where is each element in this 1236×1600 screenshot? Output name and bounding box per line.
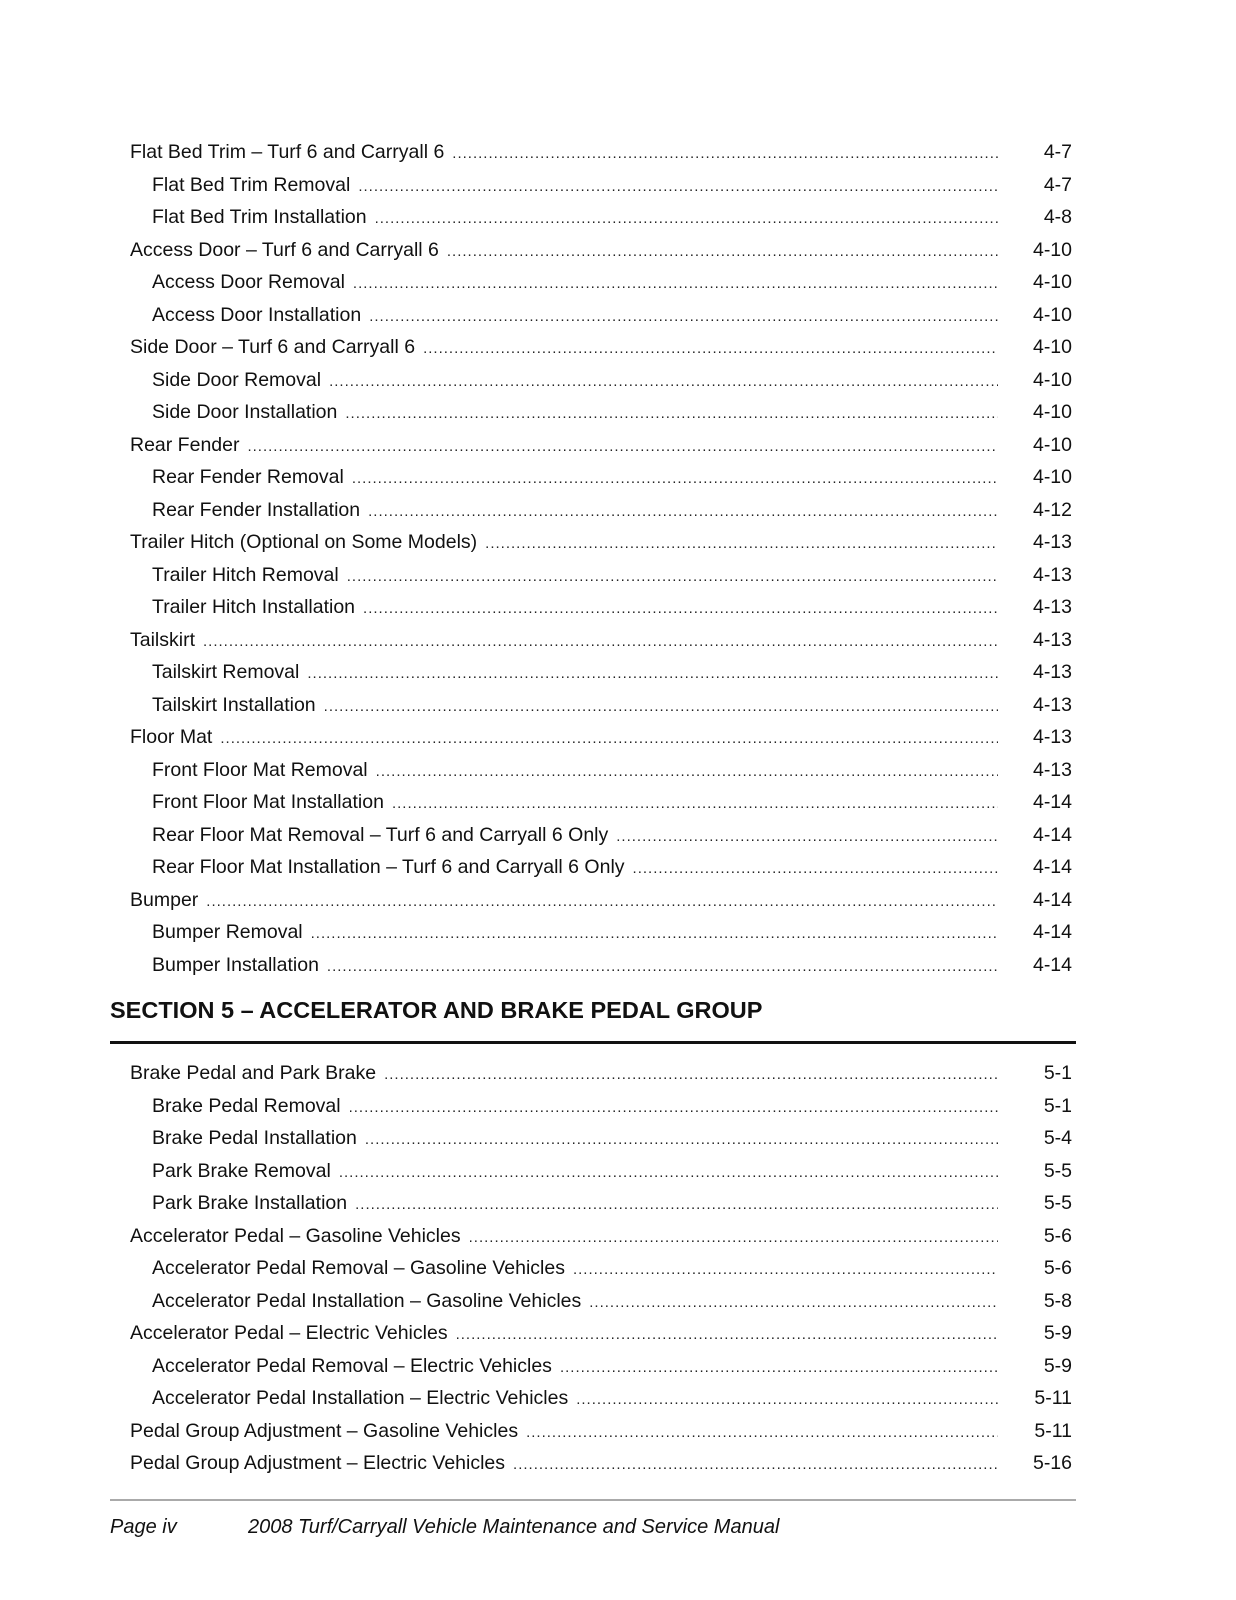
toc-entry-page-number: 4-10 bbox=[1032, 433, 1072, 456]
footer-manual-title: 2008 Turf/Carryall Vehicle Maintenance and Service Manual bbox=[248, 1516, 780, 1538]
toc-entry[interactable] bbox=[130, 721, 1072, 754]
toc-entry-page-number: 4-10 bbox=[1032, 271, 1072, 293]
dot-leader bbox=[363, 593, 998, 626]
dot-leader bbox=[456, 1319, 998, 1352]
toc-entry-page-number: 4-14 bbox=[1032, 888, 1072, 911]
toc-entry-page-number: 5-11 bbox=[1034, 1419, 1072, 1442]
toc-entry-page-number: 4-13 bbox=[1032, 596, 1072, 618]
dot-leader bbox=[352, 463, 998, 496]
toc-entry-page-number: 4-14 bbox=[1032, 823, 1072, 846]
toc-entry-title: Park Brake Removal bbox=[152, 1159, 331, 1182]
toc-subentry[interactable] bbox=[130, 1350, 1072, 1383]
toc-entry-page-number: 5-6 bbox=[1043, 1257, 1072, 1279]
toc-entry-page-number: 5-4 bbox=[1043, 1127, 1072, 1149]
toc-subentry[interactable] bbox=[130, 559, 1072, 592]
dot-leader bbox=[203, 626, 998, 659]
dot-leader bbox=[368, 496, 998, 529]
toc-subentry[interactable] bbox=[130, 916, 1072, 949]
dot-leader bbox=[375, 203, 998, 236]
toc-subentry[interactable] bbox=[130, 591, 1072, 624]
toc-entry-page-number: 4-14 bbox=[1032, 856, 1072, 878]
toc-entry-title: Tailskirt Installation bbox=[152, 693, 316, 716]
toc-entry-title: Accelerator Pedal Removal – Gasoline Vehicles bbox=[152, 1257, 565, 1279]
dot-leader bbox=[324, 691, 998, 724]
dot-leader bbox=[376, 756, 998, 789]
toc-entry[interactable] bbox=[130, 234, 1072, 267]
toc-subentry[interactable] bbox=[130, 656, 1072, 689]
toc-subentry[interactable] bbox=[130, 851, 1072, 884]
dot-leader bbox=[384, 1059, 998, 1092]
toc-entry-title: Access Door – Turf 6 and Carryall 6 bbox=[130, 238, 439, 261]
dot-leader bbox=[329, 366, 998, 399]
dot-leader bbox=[307, 658, 998, 691]
toc-entry-page-number: 4-14 bbox=[1032, 921, 1072, 943]
toc-entry-page-number: 5-1 bbox=[1043, 1062, 1072, 1084]
dot-leader bbox=[353, 268, 998, 301]
dot-leader bbox=[469, 1222, 998, 1255]
toc-subentry[interactable] bbox=[130, 1285, 1072, 1318]
toc-entry-page-number: 4-10 bbox=[1032, 238, 1072, 261]
toc-entry-page-number: 4-10 bbox=[1032, 466, 1072, 488]
toc-entry-title: Bumper Removal bbox=[152, 921, 303, 943]
toc-entry-page-number: 5-8 bbox=[1043, 1289, 1072, 1312]
dot-leader bbox=[560, 1352, 998, 1385]
dot-leader bbox=[423, 333, 998, 366]
toc-entry-page-number: 4-7 bbox=[1043, 173, 1072, 196]
toc-entry[interactable] bbox=[130, 624, 1072, 657]
toc-subentry[interactable] bbox=[130, 364, 1072, 397]
toc-entry-title: Accelerator Pedal Installation – Gasoline Vehicles bbox=[152, 1289, 582, 1312]
toc-entry-page-number: 5-6 bbox=[1043, 1224, 1072, 1247]
toc-entry-page-number: 4-10 bbox=[1032, 303, 1072, 326]
toc-entry-page-number: 4-10 bbox=[1032, 336, 1072, 358]
dot-leader bbox=[311, 918, 998, 951]
toc-entry[interactable] bbox=[130, 526, 1072, 559]
toc-subentry[interactable] bbox=[130, 396, 1072, 429]
toc-entry-page-number: 5-9 bbox=[1043, 1322, 1072, 1344]
toc-subentry[interactable] bbox=[130, 786, 1072, 819]
toc-entry-page-number: 4-10 bbox=[1032, 368, 1072, 391]
toc-entry-page-number: 4-13 bbox=[1032, 758, 1072, 781]
dot-leader bbox=[355, 1189, 998, 1222]
toc-entry-page-number: 4-14 bbox=[1032, 953, 1072, 976]
toc-entry-title: Pedal Group Adjustment – Gasoline Vehicles bbox=[130, 1419, 519, 1442]
toc-entry-title: Access Door Installation bbox=[152, 303, 362, 326]
toc-entry[interactable] bbox=[130, 884, 1072, 917]
toc-entry-title: Accelerator Pedal – Gasoline Vehicles bbox=[130, 1224, 461, 1247]
toc-subentry[interactable] bbox=[130, 266, 1072, 299]
dot-leader bbox=[392, 788, 998, 821]
toc-entry-page-number: 4-8 bbox=[1043, 206, 1072, 228]
toc-entry-title: Rear Floor Mat Installation – Turf 6 and Carryall 6 Only bbox=[152, 856, 625, 878]
toc-subentry[interactable] bbox=[130, 201, 1072, 234]
dot-leader bbox=[633, 853, 998, 886]
toc-entry[interactable] bbox=[130, 1447, 1072, 1480]
toc-subentry[interactable] bbox=[130, 1122, 1072, 1155]
toc-entry-page-number: 5-1 bbox=[1043, 1094, 1072, 1117]
toc-subentry[interactable] bbox=[130, 1090, 1072, 1123]
toc-subentry[interactable] bbox=[130, 689, 1072, 722]
toc-entry-page-number: 4-13 bbox=[1032, 531, 1072, 553]
toc-entry[interactable] bbox=[130, 1415, 1072, 1448]
toc-entry-title: Access Door Removal bbox=[152, 271, 345, 293]
toc-subentry[interactable] bbox=[130, 754, 1072, 787]
toc-subentry[interactable] bbox=[130, 1252, 1072, 1285]
toc-entry-title: Rear Fender Removal bbox=[152, 466, 344, 488]
toc-entry-title: Brake Pedal Installation bbox=[152, 1127, 357, 1149]
footer-divider bbox=[110, 1499, 1076, 1501]
dot-leader bbox=[485, 528, 998, 561]
toc-subentry[interactable] bbox=[130, 1187, 1072, 1220]
dot-leader bbox=[452, 138, 998, 171]
toc-subentry[interactable] bbox=[130, 819, 1072, 852]
toc-entry[interactable] bbox=[130, 136, 1072, 169]
toc-entry-title: Flat Bed Trim Removal bbox=[152, 173, 351, 196]
dot-leader bbox=[616, 821, 998, 854]
toc-entry-title: Flat Bed Trim – Turf 6 and Carryall 6 bbox=[130, 141, 445, 163]
toc-entry-page-number: 4-13 bbox=[1032, 563, 1072, 586]
toc-entry[interactable] bbox=[130, 429, 1072, 462]
dot-leader bbox=[206, 886, 998, 919]
dot-leader bbox=[369, 301, 998, 334]
toc-entry-title: Front Floor Mat Removal bbox=[152, 758, 368, 781]
toc-entry-title: Rear Fender Installation bbox=[152, 498, 361, 521]
toc-entry-page-number: 5-16 bbox=[1032, 1452, 1072, 1474]
toc-entry-title: Side Door Removal bbox=[152, 368, 322, 391]
toc-section-5-entries bbox=[130, 1057, 1072, 1480]
toc-entry-page-number: 5-5 bbox=[1043, 1192, 1072, 1214]
toc-subentry[interactable] bbox=[130, 1155, 1072, 1188]
dot-leader bbox=[345, 398, 998, 431]
toc-entry-title: Side Door Installation bbox=[152, 401, 338, 423]
toc-entry-title: Brake Pedal Removal bbox=[152, 1094, 341, 1117]
dot-leader bbox=[513, 1449, 998, 1482]
toc-entry-title: Front Floor Mat Installation bbox=[152, 791, 384, 813]
toc-subentry[interactable] bbox=[130, 494, 1072, 527]
toc-entry-title: Rear Fender bbox=[130, 433, 240, 456]
toc-entry-page-number: 4-12 bbox=[1032, 498, 1072, 521]
toc-entry-title: Park Brake Installation bbox=[152, 1192, 348, 1214]
toc-entry[interactable] bbox=[130, 331, 1072, 364]
toc-entry-page-number: 4-14 bbox=[1032, 791, 1072, 813]
dot-leader bbox=[327, 951, 998, 984]
dot-leader bbox=[347, 561, 998, 594]
toc-entry-title: Bumper Installation bbox=[152, 953, 319, 976]
toc-entry-title: Bumper bbox=[130, 888, 199, 911]
toc-entry-title: Trailer Hitch (Optional on Some Models) bbox=[130, 531, 478, 553]
section-divider bbox=[110, 1041, 1076, 1044]
dot-leader bbox=[247, 431, 998, 464]
toc-entry[interactable] bbox=[130, 1317, 1072, 1350]
toc-entry-title: Side Door – Turf 6 and Carryall 6 bbox=[130, 336, 416, 358]
toc-entry-title: Tailskirt Removal bbox=[152, 661, 300, 683]
dot-leader bbox=[339, 1157, 998, 1190]
section-5-heading: SECTION 5 – ACCELERATOR AND BRAKE PEDAL GROUP bbox=[110, 997, 763, 1023]
toc-entry-title: Accelerator Pedal Removal – Electric Vehicles bbox=[152, 1354, 552, 1377]
toc-entry-page-number: 4-13 bbox=[1032, 661, 1072, 683]
toc-entry-title: Tailskirt bbox=[130, 628, 196, 651]
toc-entry-page-number: 4-10 bbox=[1032, 401, 1072, 423]
toc-entry-title: Flat Bed Trim Installation bbox=[152, 206, 367, 228]
dot-leader bbox=[447, 236, 998, 269]
toc-subentry[interactable] bbox=[130, 1382, 1072, 1415]
page-footer bbox=[110, 1514, 1076, 1540]
dot-leader bbox=[589, 1287, 998, 1320]
toc-entry-page-number: 4-7 bbox=[1043, 141, 1072, 163]
toc-subentry[interactable] bbox=[130, 461, 1072, 494]
toc-entry-page-number: 5-11 bbox=[1034, 1387, 1072, 1409]
toc-entry-page-number: 5-9 bbox=[1043, 1354, 1072, 1377]
toc-entry-page-number: 4-13 bbox=[1032, 628, 1072, 651]
dot-leader bbox=[526, 1417, 998, 1450]
dot-leader bbox=[365, 1124, 998, 1157]
toc-entry-title: Trailer Hitch Removal bbox=[152, 563, 339, 586]
toc-entry-page-number: 5-5 bbox=[1043, 1159, 1072, 1182]
toc-entry[interactable] bbox=[130, 1057, 1072, 1090]
toc-entry-title: Accelerator Pedal Installation – Electric Vehicles bbox=[152, 1387, 569, 1409]
footer-page-number: Page iv bbox=[110, 1516, 177, 1538]
toc-entry-title: Accelerator Pedal – Electric Vehicles bbox=[130, 1322, 448, 1344]
toc-section-4-entries bbox=[130, 136, 1072, 981]
dot-leader bbox=[358, 171, 998, 204]
toc-entry-page-number: 4-13 bbox=[1032, 693, 1072, 716]
toc-entry-title: Floor Mat bbox=[130, 726, 213, 748]
toc-entry-title: Brake Pedal and Park Brake bbox=[130, 1062, 377, 1084]
toc-entry-title: Pedal Group Adjustment – Electric Vehicles bbox=[130, 1452, 506, 1474]
toc-entry-title: Rear Floor Mat Removal – Turf 6 and Carryall 6 Only bbox=[152, 823, 609, 846]
toc-entry[interactable] bbox=[130, 1220, 1072, 1253]
toc-subentry[interactable] bbox=[130, 169, 1072, 202]
dot-leader bbox=[576, 1384, 998, 1417]
toc-entry-page-number: 4-13 bbox=[1032, 726, 1072, 748]
toc-subentry[interactable] bbox=[130, 949, 1072, 982]
dot-leader bbox=[573, 1254, 998, 1287]
dot-leader bbox=[220, 723, 998, 756]
toc-subentry[interactable] bbox=[130, 299, 1072, 332]
dot-leader bbox=[349, 1092, 998, 1125]
toc-entry-title: Trailer Hitch Installation bbox=[152, 596, 356, 618]
